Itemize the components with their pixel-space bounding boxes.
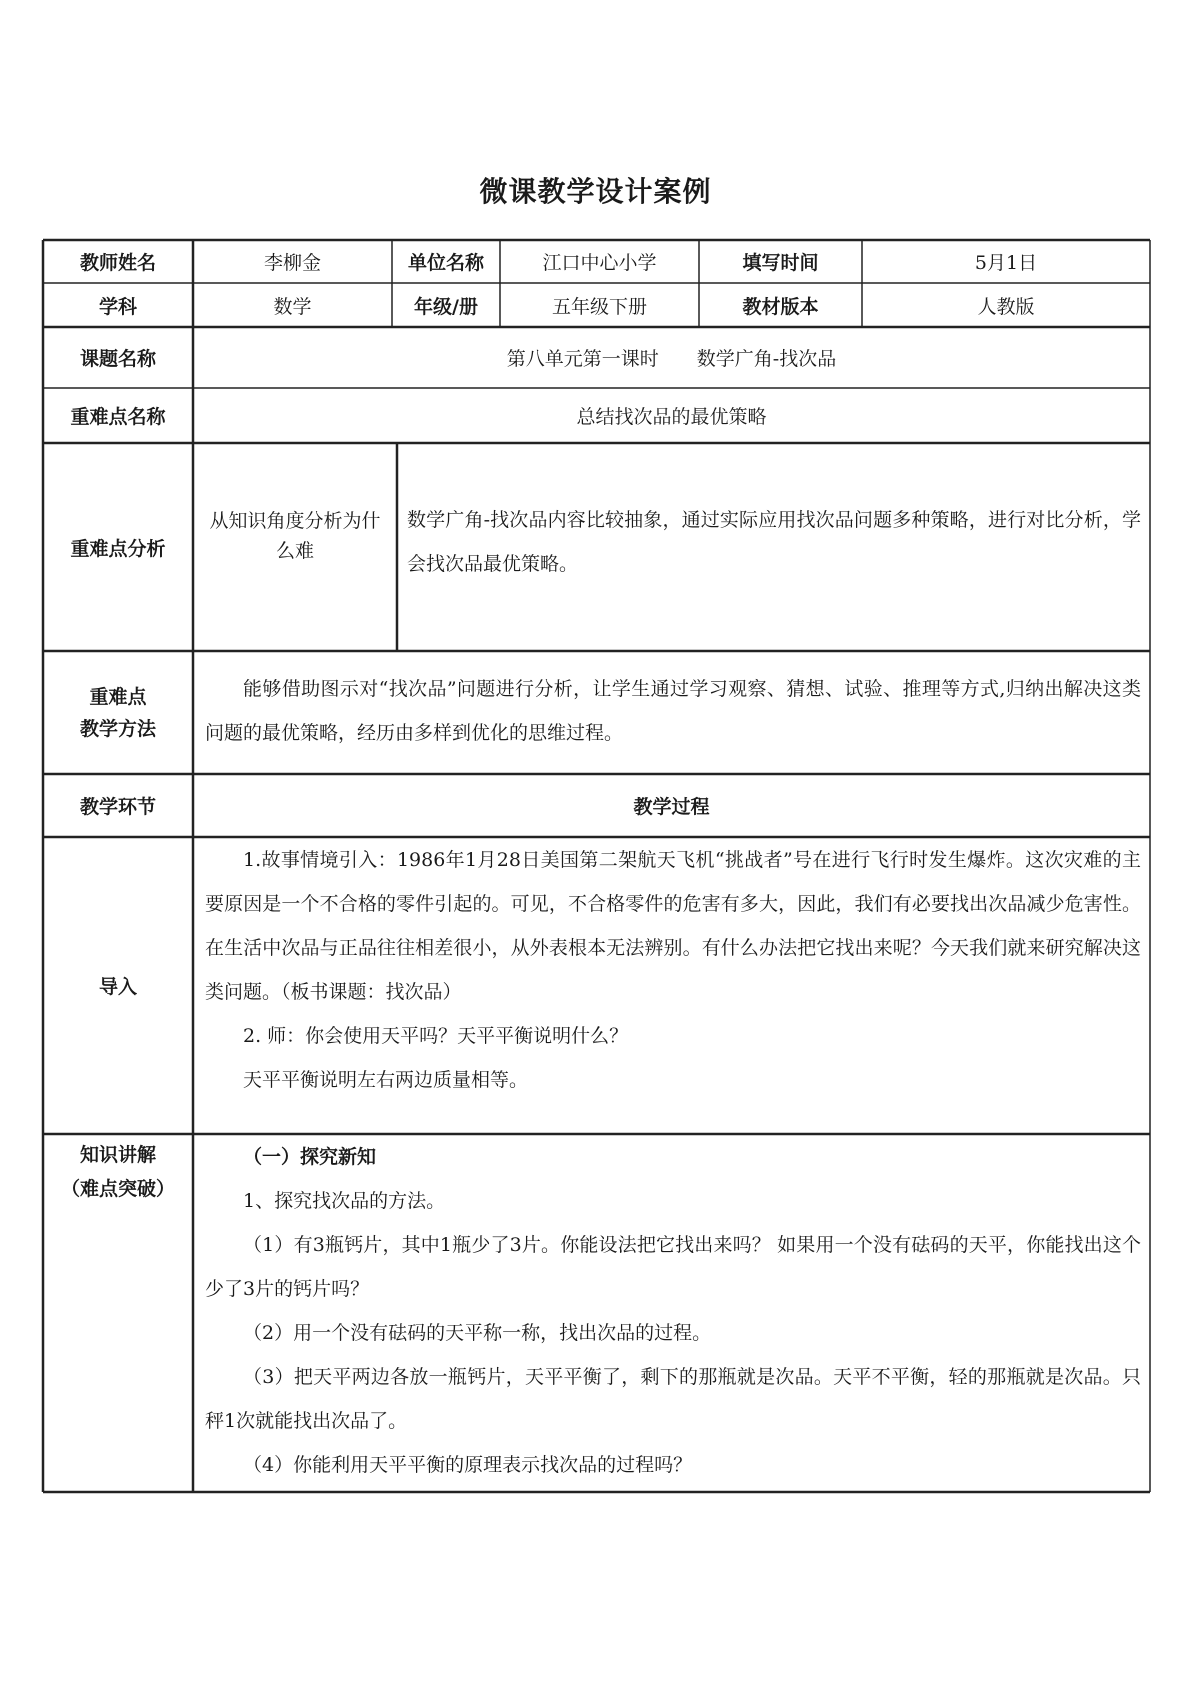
date-label: 填写时间	[742, 252, 819, 274]
knowledge-text	[205, 1135, 1141, 1487]
unit-label: 单位名称	[407, 252, 484, 274]
page-title: 微课教学设计案例	[479, 175, 712, 208]
knowledge-heading: （一）探究新知	[243, 1146, 377, 1168]
analysis-label: 重难点分析	[70, 537, 166, 560]
intro-label: 导入	[98, 976, 137, 998]
topic-label: 课题名称	[79, 348, 156, 370]
teacher-label: 教师姓名	[79, 252, 156, 274]
key-point-label: 重难点名称	[70, 406, 166, 428]
method-label-line1: 重难点	[89, 685, 147, 708]
process-header-label: 教学环节	[79, 796, 156, 818]
analysis-text	[407, 498, 1141, 586]
edition-value: 人教版	[977, 295, 1035, 318]
subject-label: 学科	[98, 295, 137, 318]
intro-paragraph-3: 天平平衡说明左右两边质量相等。	[243, 1069, 529, 1091]
knowledge-paragraph-3: （2）用一个没有砝码的天平称一称，找出次品的过程。	[243, 1322, 712, 1344]
teacher-value: 李柳金	[263, 252, 321, 274]
analysis-sub-label: 从知识角度分析为什么难	[209, 510, 381, 562]
analysis-paragraph: 数学广角-找次品内容比较抽象，通过实际应用找次品问题多种策略，进行对比分析，学会找次品最优策略。	[407, 509, 1141, 575]
grade-value: 五年级下册	[551, 295, 647, 318]
topic-value: 第八单元第一课时 数学广角-找次品	[506, 348, 837, 370]
date-value: 5月1日	[974, 252, 1038, 274]
process-header-value: 教学过程	[633, 796, 710, 818]
knowledge-paragraph-1: 1、探究找次品的方法。	[243, 1190, 446, 1212]
unit-value: 江口中心小学	[542, 252, 657, 274]
knowledge-label	[43, 1138, 193, 1218]
key-point-value: 总结找次品的最优策略	[576, 406, 767, 428]
edition-label: 教材版本	[742, 295, 819, 318]
intro-text	[205, 838, 1141, 1102]
knowledge-paragraph-4: （3）把天平两边各放一瓶钙片，天平平衡了，剩下的那瓶就是次品。天平不平衡，轻的那瓶就是次品。只秤1次就能找出次品了。	[205, 1366, 1141, 1432]
method-text	[205, 667, 1141, 755]
method-label	[43, 651, 193, 774]
grade-label: 年级/册	[414, 295, 478, 318]
subject-value: 数学	[273, 295, 312, 318]
intro-paragraph-1: 1.故事情境引入：1986年1月28日美国第二架航天飞机“挑战者”号在进行飞行时发生爆炸。这次灾难的主要原因是一个不合格的零件引起的。可见，不合格零件的危害有多大，因此，我们有必要找出次品减少危害性。在生活中次品与正品往往相差很小，从外表根本无法辨别。有什么办法把它找出来呢？今天我们就来研究解决这类问题。（板书课题：找次品）	[205, 849, 1141, 1003]
knowledge-label-line1: 知识讲解	[79, 1144, 156, 1166]
method-paragraph: 能够借助图示对“找次品”问题进行分析，让学生通过学习观察、猜想、试验、推理等方式,归纳出解决这类问题的最优策略，经历由多样到优化的思维过程。	[205, 678, 1141, 744]
knowledge-paragraph-2: （1）有3瓶钙片，其中1瓶少了3片。你能设法把它找出来吗？ 如果用一个没有砝码的天平，你能找出这个少了3片的钙片吗？	[205, 1234, 1141, 1300]
knowledge-paragraph-5: （4）你能利用天平平衡的原理表示找次品的过程吗？	[243, 1454, 693, 1476]
intro-paragraph-2: 2. 师：你会使用天平吗？天平平衡说明什么？	[243, 1025, 629, 1047]
knowledge-label-line2: （难点突破）	[60, 1178, 175, 1200]
method-label-line2: 教学方法	[79, 717, 156, 740]
